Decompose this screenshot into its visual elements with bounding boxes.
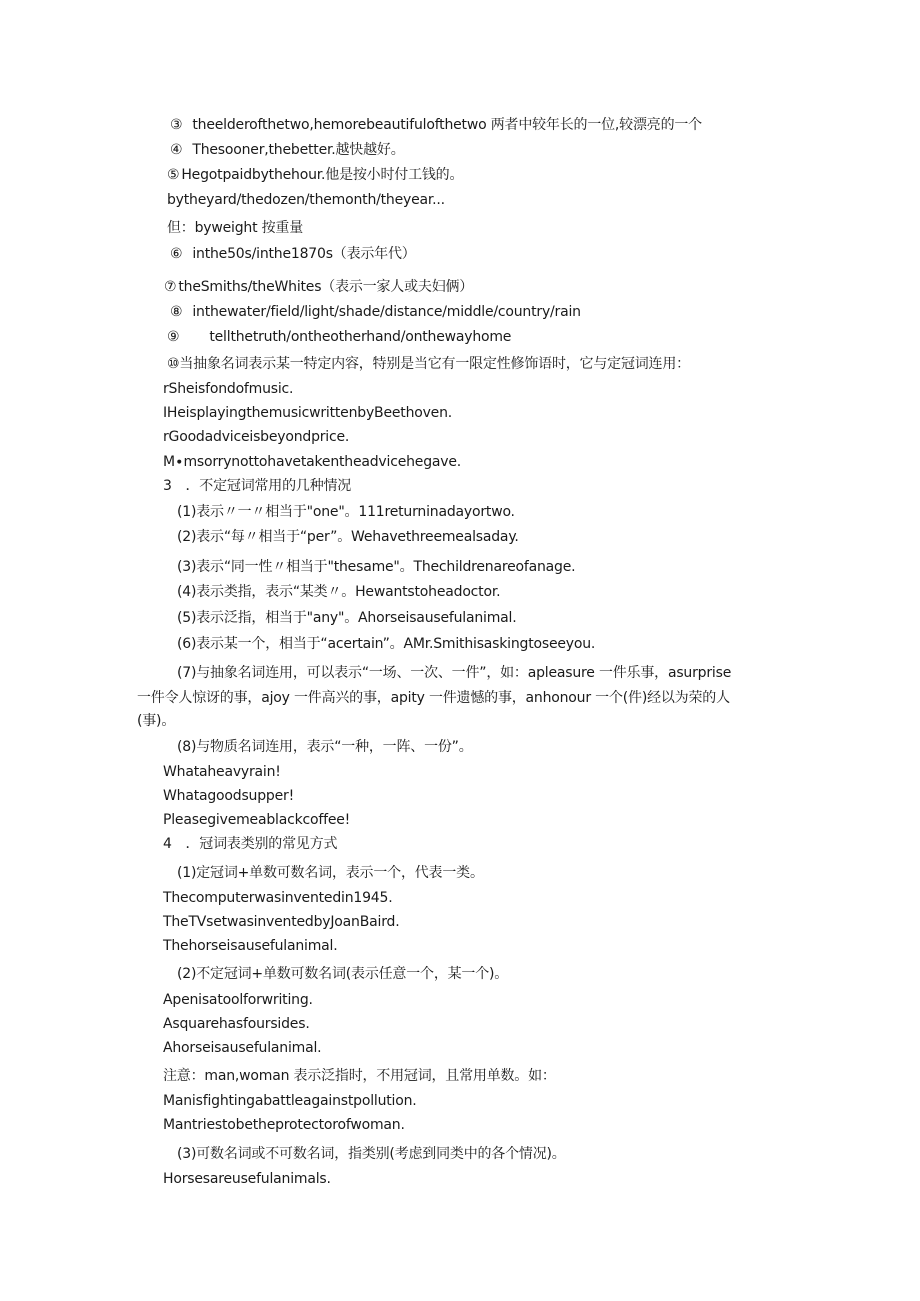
line-text: inthewater/field/light/shade/distance/middle/country/rain <box>192 304 581 320</box>
line-text: Whatagoodsupper! <box>163 788 294 804</box>
line-3 <box>170 116 702 134</box>
line-text: (1)定冠词+单数可数名词，表示一个，代表一类。 <box>177 865 484 881</box>
line-text: 但：byweight 按重量 <box>167 220 304 236</box>
line-text: (2)表示“每〃相当于“per”。Wehavethreemealsaday. <box>177 529 519 545</box>
example-line <box>163 428 349 446</box>
line-text: (5)表示泛指，相当于"any"。Ahorseisausefulanimal. <box>177 610 517 626</box>
example-line <box>163 380 293 398</box>
line-text: 注意：man,woman 表示泛指时，不用冠词，且常用单数。如： <box>163 1068 556 1084</box>
circled-number: ③ <box>170 117 183 133</box>
item-line <box>177 558 575 576</box>
item-line-cont <box>137 712 175 730</box>
line-5 <box>167 166 463 184</box>
line-text: Hegotpaidbythehour.他是按小时付工钱的。 <box>181 167 464 183</box>
item-line <box>177 635 595 653</box>
line-6 <box>170 245 416 263</box>
line-text: Pleasegivemeablackcoffee! <box>163 812 351 828</box>
line-text: (8)与物质名词连用，表示“一种，一阵、一份”。 <box>177 739 473 755</box>
item-line <box>177 965 508 983</box>
line-text: Manisfightingabattleagainstpollution. <box>163 1093 417 1109</box>
line-text: (6)表示某一个，相当于“acertain”。AMr.Smithisaskingtoseeyou. <box>177 636 596 652</box>
section-heading-3 <box>163 477 351 495</box>
line-text: Whataheavyrain! <box>163 764 281 780</box>
item-line <box>177 664 731 682</box>
line-text: 一件令人惊讶的事，ajoy 一件高兴的事，apity 一件遗憾的事，anhonour 一个(件)经以为荣的人 <box>137 690 730 706</box>
line-by-the <box>167 191 445 209</box>
line-text: IHeisplayingthemusicwrittenbyBeethoven. <box>163 405 453 421</box>
line-text: ⑩当抽象名词表示某一特定内容，特别是当它有一限定性修饰语时，它与定冠词连用： <box>167 356 690 372</box>
line-text: Ahorseisausefulanimal. <box>163 1040 322 1056</box>
circled-number: ⑤ <box>167 167 180 183</box>
line-text: tellthetruth/ontheotherhand/onthewayhome <box>209 329 512 345</box>
line-9 <box>167 328 511 346</box>
circled-number: ⑦ <box>164 279 177 295</box>
line-text: Thehorseisausefulanimal. <box>163 938 338 954</box>
example-line <box>163 763 281 781</box>
line-text: 4 ．冠词表类别的常见方式 <box>163 836 338 852</box>
line-text: (4)表示类指，表示“某类〃。Hewantstoheadoctor. <box>177 584 501 600</box>
circled-number: ⑨ <box>167 329 180 345</box>
item-line <box>177 1145 566 1163</box>
line-text: (事)。 <box>137 713 176 729</box>
line-7 <box>164 278 473 296</box>
line-text: (2)不定冠词+单数可数名词(表示任意一个，某一个)。 <box>177 966 509 982</box>
example-line <box>163 1015 310 1033</box>
line-text: Thecomputerwasinventedin1945. <box>163 890 393 906</box>
line-text: (3)表示“同一性〃相当于"thesame"。Thechildrenareofanage. <box>177 559 576 575</box>
line-text: (1)表示〃一〃相当于"one"。111returninadayortwo. <box>177 504 515 520</box>
line-8 <box>170 303 581 321</box>
example-line <box>163 1116 405 1134</box>
line-text: rSheisfondofmusic. <box>163 381 294 397</box>
line-text: inthe50s/inthe1870s（表示年代） <box>192 246 416 262</box>
line-4 <box>170 141 405 159</box>
example-line <box>163 913 399 931</box>
line-text: bytheyard/thedozen/themonth/theyear... <box>167 192 445 208</box>
item-line <box>177 864 484 882</box>
line-text: (7)与抽象名词连用，可以表示“一场、一次、一件”，如：apleasure 一件乐事，asurprise <box>177 665 732 681</box>
example-line <box>163 787 294 805</box>
line-text: Asquarehasfoursides. <box>163 1016 310 1032</box>
item-line-cont <box>137 689 730 707</box>
circled-number: ④ <box>170 142 183 158</box>
line-text: Thesooner,thebetter.越快越好。 <box>192 142 405 158</box>
item-line <box>177 528 519 546</box>
section-heading-4 <box>163 835 337 853</box>
item-line <box>177 609 516 627</box>
example-line <box>163 1170 331 1188</box>
example-line <box>163 453 461 471</box>
note-line <box>163 1067 556 1085</box>
line-text: Apenisatoolforwriting. <box>163 992 313 1008</box>
example-line <box>163 1092 417 1110</box>
line-text: rGoodadviceisbeyondprice. <box>163 429 350 445</box>
item-line <box>177 738 473 756</box>
line-text: Horsesareusefulanimals. <box>163 1171 331 1187</box>
line-text: 3 ．不定冠词常用的几种情况 <box>163 478 352 494</box>
line-text: theelderofthetwo,hemorebeautifulofthetwo 两者中较年长的一位,较漂亮的一个 <box>192 117 702 133</box>
line-text: (3)可数名词或不可数名词，指类别(考虑到同类中的各个情况)。 <box>177 1146 566 1162</box>
line-10 <box>167 355 690 373</box>
line-byweight <box>167 219 303 237</box>
example-line <box>163 404 452 422</box>
example-line <box>163 811 350 829</box>
circled-number: ⑥ <box>170 246 183 262</box>
line-text: TheTVsetwasinventedbyJoanBaird. <box>163 914 400 930</box>
line-text: Mantriestobetheprotectorofwoman. <box>163 1117 405 1133</box>
example-line <box>163 991 313 1009</box>
circled-number: ⑧ <box>170 304 183 320</box>
example-line <box>163 889 392 907</box>
line-text: M∙msorrynottohavetakentheadvicehegave. <box>163 454 462 470</box>
example-line <box>163 937 337 955</box>
line-text: theSmiths/theWhites（表示一家人或夫妇俩） <box>178 279 474 295</box>
item-line <box>177 503 515 521</box>
item-line <box>177 583 500 601</box>
example-line <box>163 1039 321 1057</box>
